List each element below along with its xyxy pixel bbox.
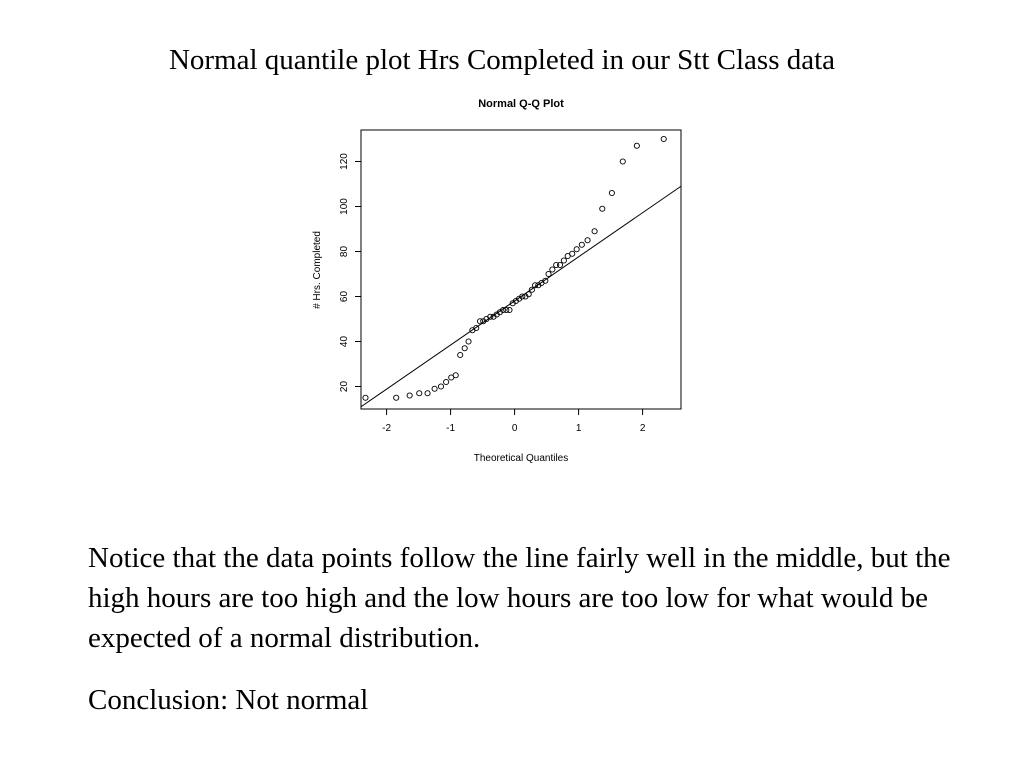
x-tick-label: -1 — [446, 423, 456, 434]
data-point — [570, 251, 575, 256]
data-point — [661, 136, 666, 141]
y-tick-label: 80 — [339, 245, 350, 258]
data-point — [574, 247, 579, 252]
data-point — [458, 352, 463, 357]
data-point — [550, 267, 555, 272]
data-point — [579, 242, 584, 247]
x-axis-label: Theoretical Quantiles — [473, 453, 569, 464]
data-point — [453, 373, 458, 378]
y-axis — [339, 153, 361, 392]
data-point — [585, 238, 590, 243]
data-point — [620, 159, 625, 164]
data-point — [394, 395, 399, 400]
data-point — [634, 143, 639, 148]
data-point — [363, 395, 368, 400]
data-point — [600, 206, 605, 211]
qq-plot-chart — [290, 90, 710, 480]
data-point — [438, 384, 443, 389]
data-point — [592, 229, 597, 234]
y-axis-label: # Hrs. Completed — [312, 231, 323, 309]
slide-title: Normal quantile plot Hrs Completed in our Stt Class data — [168, 44, 836, 76]
data-point — [561, 258, 566, 263]
data-point — [466, 339, 471, 344]
data-point — [546, 271, 551, 276]
x-tick-label: 1 — [575, 423, 582, 434]
data-point — [444, 379, 449, 384]
x-tick-label: -2 — [382, 423, 392, 434]
data-point — [425, 391, 430, 396]
data-point — [507, 307, 512, 312]
y-tick-label: 100 — [339, 198, 350, 215]
conclusion-text: Conclusion: Not normal — [88, 684, 369, 716]
y-tick-label: 20 — [339, 380, 350, 393]
data-point — [462, 346, 467, 351]
x-tick-label: 2 — [639, 423, 646, 434]
notice-paragraph — [88, 538, 968, 658]
data-point — [407, 393, 412, 398]
plot-frame — [361, 130, 681, 409]
y-tick-label: 40 — [339, 335, 350, 348]
data-point — [609, 190, 614, 195]
x-axis — [382, 409, 646, 434]
y-tick-label: 60 — [339, 290, 350, 303]
notice-text: Notice that the data points follow the line fairly well in the middle, but the high hours are too high and the low hours are too low for what would be expected of a normal distribution. — [88, 542, 951, 654]
data-point — [557, 262, 562, 267]
data-points — [363, 136, 666, 400]
data-point — [432, 386, 437, 391]
y-tick-label: 120 — [339, 153, 350, 170]
x-tick-label: 0 — [511, 423, 518, 434]
data-point — [417, 391, 422, 396]
chart-title: Normal Q-Q Plot — [478, 98, 564, 110]
